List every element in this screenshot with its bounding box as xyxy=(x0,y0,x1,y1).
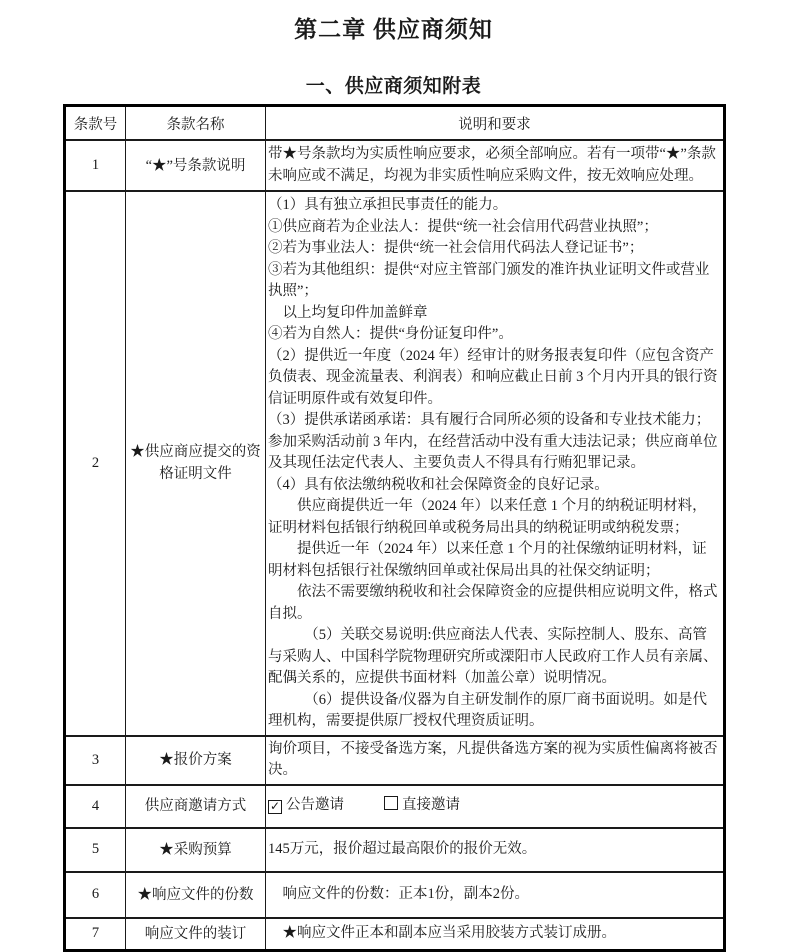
supplier-notice-table xyxy=(63,104,726,952)
clause-name-cell: ★响应文件的份数 xyxy=(126,872,266,918)
page-title: 第二章 供应商须知 xyxy=(294,17,493,42)
clause-number-cell: 5 xyxy=(65,828,126,872)
clause-paragraph: ③若为其他组织：提供“对应主管部门颁发的准许执业证明文件或营业执照”； xyxy=(268,261,710,299)
clause-paragraph: （1）具有独立承担民事责任的能力。 xyxy=(268,197,508,213)
clause-number-cell: 1 xyxy=(65,140,126,191)
clause-content-cell xyxy=(266,736,725,785)
clause-paragraph: 带★号条款均为实质性响应要求，必须全部响应。若有一项带“★”条款未响应或不满足，均视为非实质性响应采购文件，按无效响应处理。 xyxy=(268,146,716,184)
checked-checkbox-icon: ✓ xyxy=(269,799,281,814)
invitation-option xyxy=(268,797,344,813)
clause-content-cell xyxy=(266,918,725,951)
table-row xyxy=(65,828,725,872)
clause-name-cell: 响应文件的装订 xyxy=(126,918,266,951)
table-row xyxy=(65,872,725,918)
clause-paragraph: ④若为自然人：提供“身份证复印件”。 xyxy=(268,326,513,342)
clause-paragraph: （6）提供设备/仪器为自主研发制作的原厂商书面说明。如是代理机构，需要提供原厂授权代理资质证明。 xyxy=(268,691,708,729)
clause-paragraph: 提供近一年（2024 年）以来任意 1 个月的社保缴纳证明材料，证明材料包括银行社保缴纳回单或社保局出具的社保交纳证明； xyxy=(268,541,707,579)
invitation-option xyxy=(384,797,460,813)
page-subtitle: 一、供应商须知附表 xyxy=(305,76,482,97)
invitation-option-label: 直接邀请 xyxy=(402,797,460,814)
clause-paragraph: （3）提供承诺函承诺：具有履行合同所必须的设备和专业技术能力；参加采购活动前 3 年内，在经营活动中没有重大违法记录；供应商单位及其现任法定代表人、主要负责人不得具有行贿犯罪记录。 xyxy=(268,412,718,471)
clause-number-cell: 3 xyxy=(65,736,126,785)
table-row xyxy=(65,736,725,785)
header-clause-name: 条款名称 xyxy=(126,106,266,141)
unchecked-checkbox-icon xyxy=(384,796,398,810)
table-row xyxy=(65,918,725,951)
clause-content-cell xyxy=(266,785,725,828)
clause-paragraph: （4）具有依法缴纳税收和社会保障资金的良好记录。 xyxy=(268,476,609,493)
table-header-row xyxy=(65,106,725,141)
table-row xyxy=(65,140,725,191)
clause-paragraph: （5）关联交易说明:供应商法人代表、实际控制人、股东、高管与采购人、中国科学院物理研究所或溧阳市人民政府工作人员有亲属、配偶关系的，应提供书面材料（加盖公章）说明情况。 xyxy=(268,627,718,686)
clause-name-cell: 供应商邀请方式 xyxy=(126,785,266,828)
clause-paragraph: ②若为事业法人：提供“统一社会信用代码法人登记证书”； xyxy=(268,240,644,256)
header-clause-description: 说明和要求 xyxy=(266,106,725,141)
clause-name-cell: ★供应商应提交的资格证明文件 xyxy=(126,191,266,736)
clause-paragraph: 供应商提供近一年（2024 年）以来任意 1 个月的纳税证明材料，证明材料包括银行纳税回单或税务局出具的纳税证明或纳税发票； xyxy=(268,498,707,536)
clause-content-cell xyxy=(266,872,725,918)
clause-paragraph: （2）提供近一年度（2024 年）经审计的财务报表复印件（应包含资产负债表、现金流量表、利润表）和响应截止日前 3 个月内开具的银行资信证明原件或有效复印件。 xyxy=(268,347,718,407)
invitation-option-label: 公告邀请 xyxy=(286,797,344,814)
table-body xyxy=(65,140,725,950)
clause-name-cell: “★”号条款说明 xyxy=(126,140,266,191)
clause-content-cell xyxy=(266,140,725,191)
clause-paragraph: 询价项目，不接受备选方案，凡提供备选方案的视为实质性偏离将被否决。 xyxy=(268,740,718,778)
clause-number-cell: 2 xyxy=(65,191,126,736)
clause-paragraph: 响应文件的份数：正本1份，副本2份。 xyxy=(282,885,529,902)
clause-number-cell: 7 xyxy=(65,918,126,951)
clause-number-cell: 6 xyxy=(65,872,126,918)
clause-paragraph: 依法不需要缴纳税收和社会保障资金的应提供相应说明文件，格式自拟。 xyxy=(268,584,718,622)
clause-paragraph: ①供应商若为企业法人：提供“统一社会信用代码营业执照”； xyxy=(268,218,658,235)
clause-paragraph: 145万元，报价超过最高限价的报价无效。 xyxy=(268,840,537,857)
clause-paragraph: 以上均复印件加盖鲜章 xyxy=(282,304,428,321)
clause-name-cell: ★报价方案 xyxy=(126,736,266,785)
header-clause-number: 条款号 xyxy=(65,106,126,141)
clause-content-cell xyxy=(266,191,725,736)
clause-name-cell: ★采购预算 xyxy=(126,828,266,872)
table-row xyxy=(65,785,725,828)
clause-paragraph: ★响应文件正本和副本应当采用胶装方式装订成册。 xyxy=(282,924,616,941)
clause-content-cell xyxy=(266,828,725,872)
table-row xyxy=(65,191,725,736)
clause-number-cell: 4 xyxy=(65,785,126,828)
